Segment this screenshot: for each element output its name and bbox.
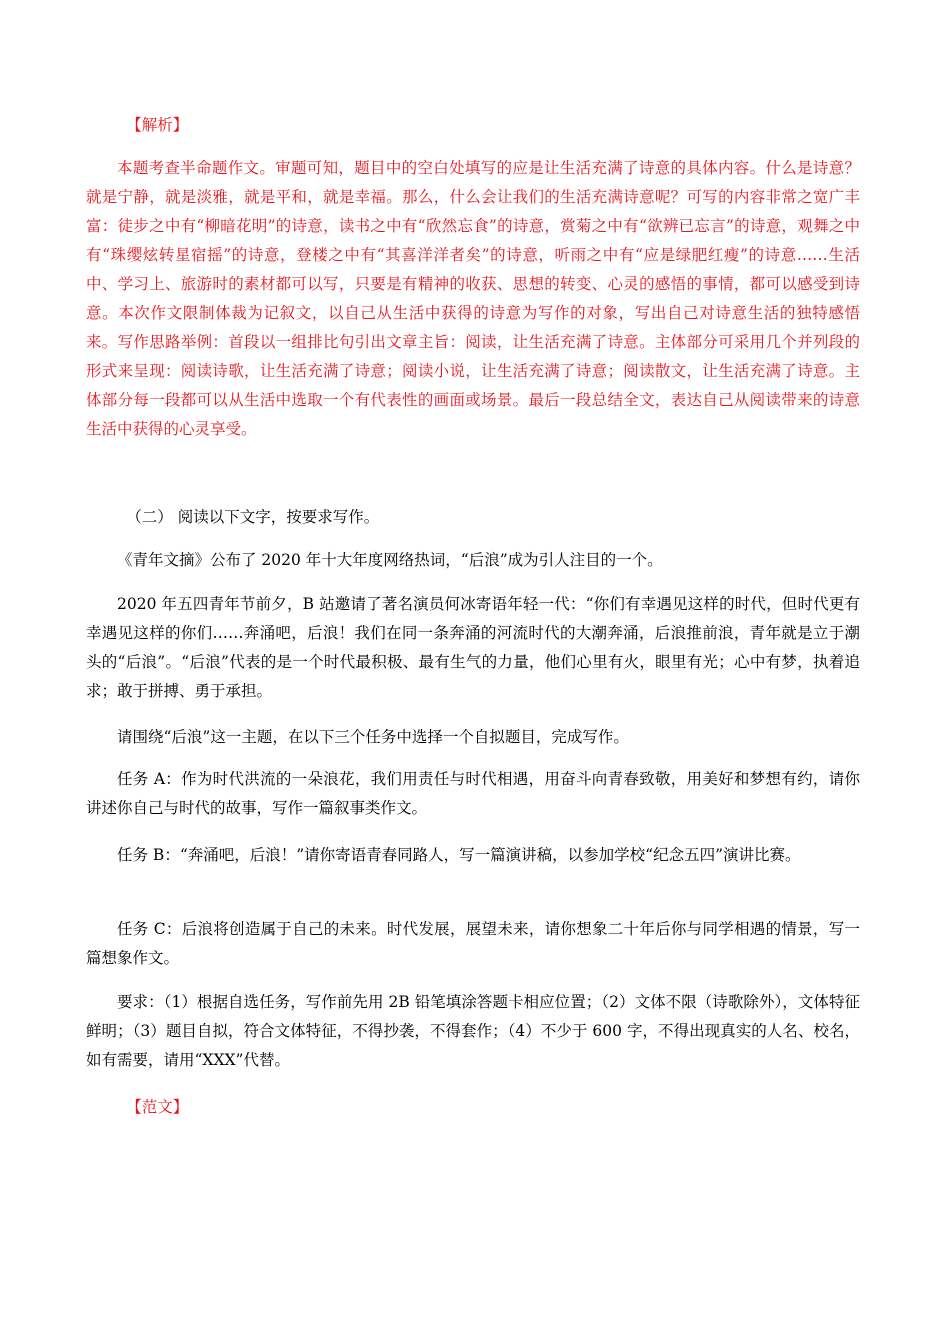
- analysis-heading: 【解析】: [126, 116, 189, 134]
- question-paragraph-3: 请围绕“后浪”这一主题，在以下三个任务中选择一个自拟题目，完成写作。: [117, 728, 629, 746]
- question-paragraph-2: 2020 年五四青年节前夕，B 站邀请了著名演员何冰寄语年轻一代：“你们有幸遇见这样的时代，但时代更有幸遇见这样的你们……奔涌吧，后浪！我们在同一条奔涌的河流时代的大潮奔涌，后浪推前浪，青年就是立于潮头的“后浪”。“后浪”代表的是一个时代最积极、最有生气的力量，他们心里有火，眼里有光；心中有梦，执着追求；敢于拼搏、勇于承担。: [86, 595, 860, 700]
- question-intro: （二） 阅读以下文字，按要求写作。: [126, 508, 380, 526]
- task-c: 任务 C：后浪将创造属于自己的未来。时代发展，展望未来，请你想象二十年后你与同学相遇的情景，写一篇想象作文。: [86, 920, 860, 967]
- requirements: 要求：（1）根据自选任务，写作前先用 2B 铅笔填涂答题卡相应位置；（2）文体不限（诗歌除外），文体特征鲜明；（3）题目自拟，符合文体特征，不得抄袭，不得套作；（4）不少于 600 字，不得出现真实的人名、校名，如有需要，请用“XXX”代替。: [86, 993, 860, 1069]
- question-paragraph-1: 《青年文摘》公布了 2020 年十大年度网络热词，“后浪”成为引人注目的一个。: [117, 551, 663, 569]
- task-a: 任务 A：作为时代洪流的一朵浪花，我们用责任与时代相遇，用奋斗向青春致敬，用美好和梦想有约，请你讲述你自己与时代的故事，写作一篇叙事类作文。: [86, 770, 860, 817]
- analysis-body: 本题考查半命题作文。审题可知，题目中的空白处填写的应是让生活充满了诗意的具体内容。什么是诗意？就是宁静，就是淡雅，就是平和，就是幸福。那么，什么会让我们的生活充满诗意呢？可写的内容非常之宽广丰富：徒步之中有“柳暗花明”的诗意，读书之中有“欣然忘食”的诗意，赏菊之中有“欲辨已忘言”的诗意，观舞之中有“珠缨炫转星宿摇”的诗意，登楼之中有“其喜洋洋者矣”的诗意，听雨之中有“应是绿肥红瘦”的诗意……生活中、学习上、旅游时的素材都可以写，只要是有精神的收获、思想的转变、心灵的感悟的事情，都可以感受到诗意。本次作文限制体裁为记叙文，以自己从生活中获得的诗意为写作的对象，写出自己对诗意生活的独特感悟来。写作思路举例：首段以一组排比句引出文章主旨：阅读，让生活充满了诗意。主体部分可采用几个并列段的形式来呈现：阅读诗歌，让生活充满了诗意；阅读小说，让生活充满了诗意；阅读散文，让生活充满了诗意。主体部分每一段都可以从生活中选取一个有代表性的画面或场景。最后一段总结全文，表达自己从阅读带来的诗意生活中获得的心灵享受。: [86, 159, 860, 438]
- sample-heading: 【范文】: [126, 1098, 189, 1116]
- task-b: 任务 B：“奔涌吧，后浪！”请你寄语青春同路人，写一篇演讲稿，以参加学校“纪念五四”演讲比赛。: [117, 846, 801, 864]
